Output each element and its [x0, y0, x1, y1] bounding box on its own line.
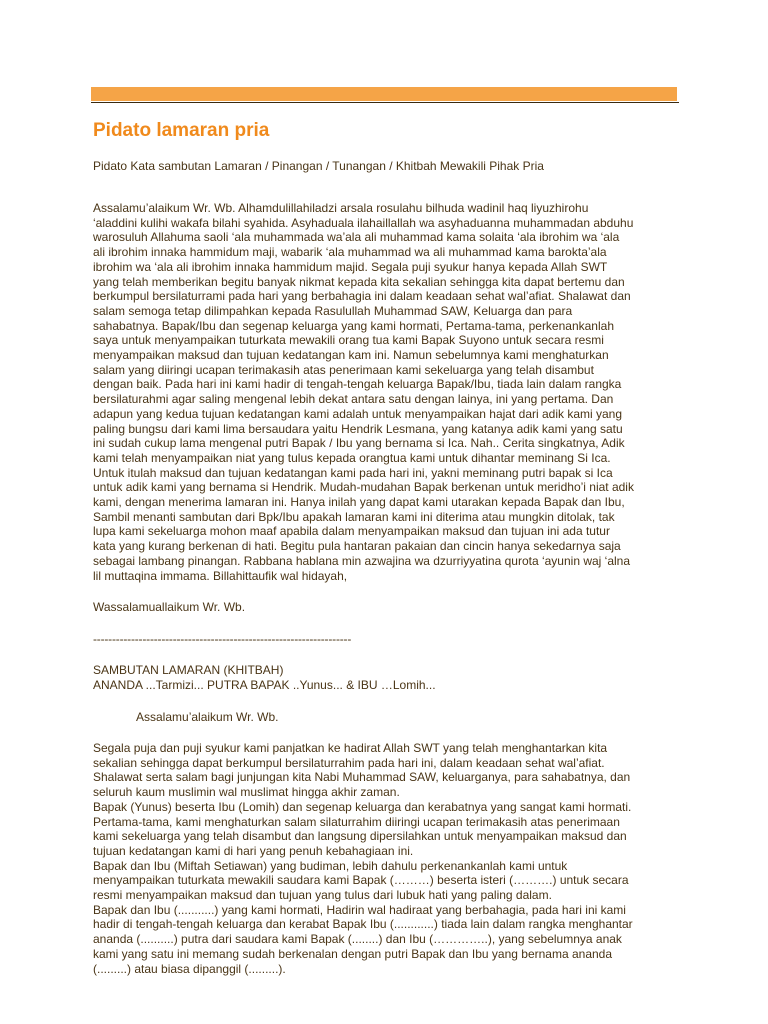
closing-greeting: Wassalamuallaikum Wr. Wb. [93, 600, 246, 615]
speech-paragraph-1: Assalamu’alaikum Wr. Wb. Alhamdulillahiladzi arsala rosulahu bilhuda wadinil haq liyuzhirohu ‘aladdini kulihi wakafa bilahi syahida. Asyhaduala ilahaillallah wa asyhaduanna muhammadan abduhu warosuluh Allahuma saoli ‘ala muhammada wa’ala ali muhammad kama solaita ‘ala ibrohim wa ‘ala ali ibrohim innaka hammidum maji, wabarik ‘ala muhammad wa ali muhammad kama barokta’ala ibrohim wa ‘ala ali ibrohim innaka hammidum majid. Segala puji syukur hanya kepada Allah SWT yang telah memberikan begitu banyak nikmat kepada kita sekalian sehingga kita dapat bertemu dan berkumpul bersilaturrami pada hari yang berbahagia ini dalam keadaan sehat wal’afiat. Shalawat dan salam semoga tetap dilimpahkan kepada Rasulullah Muhammad SAW, Keluarga dan para sahabatnya. Bapak/Ibu dan segenap keluarga yang kami hormati, Pertama-tama, perkenankanlah saya untuk menyampaikan tuturkata mewakili orang tua kami Bapak Suyono untuk secara resmi menyampaikan maksud dan tujuan kedatangan kam ini. Namun sebelumnya kami menghaturkan salam yang diiringi ucapan terimakasih atas penerimaan kami sekeluarga yang telah disambut dengan baik. Pada hari ini kami hadir di tengah-tengah keluarga Bapak/Ibu, tiada lain dalam rangka bersilaturahmi agar saling mengenal lebih dekat antara satu dengan lainya, ini yang pertama. Dan adapun yang kedua tujuan kedatangan kami adalah untuk menyampaikan hajat dari adik kami yang paling bungsu dari kami lima bersaudara yaitu Hendrik Lesmana, yang katanya adik kami yang satu ini sudah cukup lama mengenal putri Bapak / Ibu yang bernama si Ica. Nah.. Cerita singkatnya, Adik kami telah menyampaikan niat yang tulus kepada orangtua kami untuk dihantar meminang Si Ica. Untuk itulah maksud dan tujuan kedatangan kami pada hari ini, yakni meminang putri bapak si Ica untuk adik kami yang bernama si Hendrik. Mudah-mudahan Bapak berkenan untuk meridho’i niat adik kami, dengan menerima lamaran ini. Hanya inilah yang dapat kami utarakan kepada Bapak dan Ibu, Sambil menanti sambutan dari Bpk/Ibu apakah lamaran kami ini diterima atau mungkin ditolak, tak lupa kami sekeluarga mohon maaf apabila dalam menyampaikan maksud dan tujuan ini ada tutur kata yang kurang berkenan di hati. Begitu pula hantaran pakaian dan cincin hanya sekedarnya saja sebagai lambang pinangan. Rabbana hablana min azwajina wa dzurriyyatina qurota ‘ayunin waj ‘alna lil muttaqina immama. Billahittaufik wal hidayah, [93, 201, 634, 583]
header-rule [91, 102, 679, 103]
page-title: Pidato lamaran pria [93, 120, 270, 141]
greeting-2: Assalamu’alaikum Wr. Wb. [136, 709, 279, 724]
section-heading-line-2: ANANDA ...Tarmizi... PUTRA BAPAK ..Yunus... & IBU …Lomih... [93, 677, 436, 692]
speech-paragraph-2: Segala puja dan puji syukur kami panjatkan ke hadirat Allah SWT yang telah menghantarkan kita sekalian sehingga dapat berkumpul bersilaturrahim pada hari ini, dalam keadaan sehat wal’afiat. Shalawat serta salam bagi junjungan kita Nabi Muhammad SAW, keluarganya, para sahabatnya, dan seluruh kaum muslimin wal muslimat hingga akhir zaman. Bapak (Yunus) beserta Ibu (Lomih) dan segenap keluarga dan kerabatnya yang sangat kami hormati. Pertama-tama, kami menghaturkan salam silaturrahim diiringi ucapan terimakasih atas penerimaan kami sekeluarga yang telah disambut dan langsung dipersilahkan untuk menyampaikan maksud dan tujuan kedatangan kami di hari yang penuh kebahagiaan ini. Bapak dan Ibu (Miftah Setiawan) yang budiman, lebih dahulu perkenankanlah kami untuk menyampaikan tuturkata mewakili saudara kami Bapak (………) beserta isteri (……….) untuk secara resmi menyampaikan maksud dan tujuan yang tulus dari lubuk hati yang paling dalam. Bapak dan Ibu (...........) yang kami hormati, Hadirin wal hadiraat yang berbahagia, pada hari ini kami hadir di tengah-tengah keluarga dan kerabat Bapak Ibu (............) tiada lain dalam rangka menghantar ananda (..........) putra dari saudara kami Bapak (........) dan Ibu (…………..), yang sebelumnya anak kami yang satu ini memang sudah berkenalan dengan putri Bapak dan Ibu yang bernama ananda (.........) atau biasa dipanggil (.........). [93, 740, 633, 976]
header-accent-bar [91, 87, 677, 101]
section-heading-line-1: SAMBUTAN LAMARAN (KHITBAH) [93, 662, 284, 677]
document-content [93, 120, 683, 976]
section-divider: -------------------------------------------------------------------- [93, 631, 352, 646]
page-subtitle: Pidato Kata sambutan Lamaran / Pinangan / Tunangan / Khitbah Mewakili Pihak Pria [93, 159, 544, 173]
